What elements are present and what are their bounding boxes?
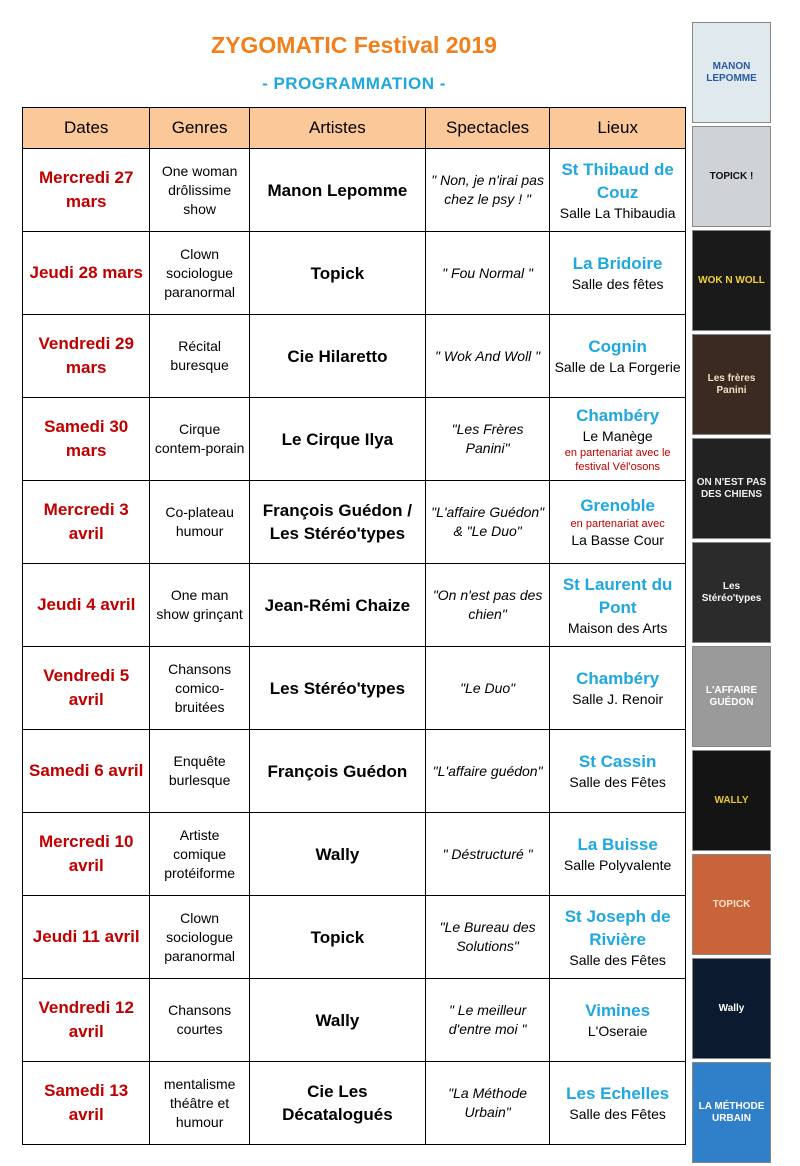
venue-hall: Salle des fêtes <box>571 276 664 292</box>
genre-cell: Chansons courtes <box>150 979 249 1062</box>
date-cell: Samedi 30 mars <box>23 398 150 481</box>
venue-note: en partenariat avec le festival Vél'osons <box>564 447 671 473</box>
poster-thumbnail <box>692 854 771 955</box>
artist-cell: Jean-Rémi Chaize <box>249 564 425 647</box>
genre-cell: Récital buresque <box>150 315 249 398</box>
venue-hall: Maison des Arts <box>567 619 668 636</box>
venue-city: Cognin <box>588 337 647 356</box>
show-cell: "L'affaire Guédon" & "Le Duo" <box>425 481 549 564</box>
table-row <box>23 896 686 979</box>
table-row <box>23 398 686 481</box>
poster-thumbnail <box>692 126 771 227</box>
table-row <box>23 813 686 896</box>
venue-city: La Bridoire <box>572 254 663 273</box>
artist-cell: Topick <box>249 232 425 315</box>
venue-cell <box>550 730 686 813</box>
header-artists: Artistes <box>249 108 425 149</box>
artist-cell: Manon Lepomme <box>249 149 425 232</box>
show-cell: "L'affaire guédon" <box>425 730 549 813</box>
date-cell: Jeudi 11 avril <box>23 896 150 979</box>
header-venues: Lieux <box>550 108 686 149</box>
venue-city: St Thibaud de Couz <box>561 159 674 202</box>
genre-cell: Clown sociologue paranormal <box>150 232 249 315</box>
show-cell: " Non, je n'irai pas chez le psy ! " <box>425 149 549 232</box>
venue-cell <box>550 979 686 1062</box>
genre-cell: Cirque contem-porain <box>150 398 249 481</box>
venue-hall: La Basse Cour <box>571 532 664 548</box>
venue-hall: Le Manège <box>582 428 653 444</box>
poster-thumbnail <box>692 438 771 539</box>
header-shows: Spectacles <box>425 108 549 149</box>
show-cell: "Le Duo" <box>425 647 549 730</box>
venue-cell <box>550 564 686 647</box>
poster-thumbnail <box>692 750 771 851</box>
genre-cell: mentalisme théâtre et humour <box>150 1062 249 1145</box>
poster-title: Les frères Panini <box>707 372 756 396</box>
venue-cell <box>550 315 686 398</box>
venue-hall: Salle J. Renoir <box>572 691 664 707</box>
artist-cell: Topick <box>249 896 425 979</box>
poster-title: TOPICK <box>712 898 751 910</box>
date-cell: Mercredi 3 avril <box>23 481 150 564</box>
venue-city: St Laurent du Pont <box>562 574 673 617</box>
table-row <box>23 564 686 647</box>
venue-hall: Salle des Fêtes <box>569 774 666 790</box>
venue-city: Les Echelles <box>566 1084 670 1103</box>
artist-cell: Cie Hilaretto <box>249 315 425 398</box>
poster-thumbnail <box>692 958 771 1059</box>
page-subtitle: - PROGRAMMATION - <box>262 74 446 93</box>
venue-hall: Salle des Fêtes <box>569 1106 666 1122</box>
date-cell: Vendredi 29 mars <box>23 315 150 398</box>
date-cell: Vendredi 5 avril <box>23 647 150 730</box>
venue-city: St Cassin <box>578 752 657 771</box>
venue-cell <box>550 647 686 730</box>
poster-title: WALLY <box>714 794 749 806</box>
venue-hall: L'Oseraie <box>587 1023 648 1039</box>
genre-cell: Enquête burlesque <box>150 730 249 813</box>
poster-thumbnail <box>692 22 771 123</box>
header-row <box>23 108 686 149</box>
poster-thumbnail <box>692 542 771 643</box>
table-row <box>23 149 686 232</box>
venue-cell <box>550 149 686 232</box>
poster-thumbnail <box>692 1062 771 1163</box>
genre-cell: Clown sociologue paranormal <box>150 896 249 979</box>
table-row <box>23 1062 686 1145</box>
table-row <box>23 979 686 1062</box>
page-title: ZYGOMATIC Festival 2019 <box>211 32 497 58</box>
show-cell: "Le Bureau des Solutions" <box>425 896 549 979</box>
poster-title: Wally <box>718 1002 745 1014</box>
poster-column <box>692 22 771 1166</box>
header-genres: Genres <box>150 108 249 149</box>
table-row <box>23 232 686 315</box>
venue-city: Vimines <box>585 1001 651 1020</box>
date-cell: Mercredi 27 mars <box>23 149 150 232</box>
artist-cell: Les Stéréo'types <box>249 647 425 730</box>
show-cell: " Déstructuré " <box>425 813 549 896</box>
poster-title: L'AFFAIRE GUÉDON <box>705 684 758 708</box>
show-cell: " Le meilleur d'entre moi " <box>425 979 549 1062</box>
table-row <box>23 481 686 564</box>
venue-city: St Joseph de Rivière <box>564 906 671 949</box>
venue-city: Chambéry <box>576 669 660 688</box>
artist-cell: François Guédon / Les Stéréo'types <box>249 481 425 564</box>
venue-cell <box>550 813 686 896</box>
date-cell: Mercredi 10 avril <box>23 813 150 896</box>
poster-thumbnail <box>692 646 771 747</box>
date-cell: Samedi 6 avril <box>23 730 150 813</box>
venue-city: Chambéry <box>576 406 660 425</box>
poster-thumbnail <box>692 334 771 435</box>
venue-hall: Salle La Thibaudia <box>559 204 676 221</box>
artist-cell: Le Cirque Ilya <box>249 398 425 481</box>
table-row <box>23 647 686 730</box>
genre-cell: One man show grinçant <box>150 564 249 647</box>
programme-table <box>22 107 686 1145</box>
show-cell: "On n'est pas des chien" <box>425 564 549 647</box>
venue-cell <box>550 481 686 564</box>
poster-title: MANON LEPOMME <box>706 60 757 84</box>
date-cell: Samedi 13 avril <box>23 1062 150 1145</box>
venue-city: Grenoble <box>580 496 655 515</box>
poster-title: ON N'EST PAS DES CHIENS <box>696 476 767 500</box>
artist-cell: Wally <box>249 979 425 1062</box>
poster-title: Les Stéréo'types <box>701 580 762 604</box>
poster-title: WOK N WOLL <box>698 274 765 286</box>
show-cell: " Fou Normal " <box>425 232 549 315</box>
date-cell: Jeudi 28 mars <box>23 232 150 315</box>
genre-cell: Co-plateau humour <box>150 481 249 564</box>
genre-cell: Artiste comique protéiforme <box>150 813 249 896</box>
venue-cell <box>550 398 686 481</box>
show-cell: "La Méthode Urbain" <box>425 1062 549 1145</box>
genre-cell: Chansons comico-bruitées <box>150 647 249 730</box>
venue-hall: Salle des Fêtes <box>569 951 666 968</box>
venue-cell <box>550 232 686 315</box>
poster-title: TOPICK ! <box>709 170 754 182</box>
venue-note: en partenariat avec <box>570 518 665 530</box>
date-cell: Vendredi 12 avril <box>23 979 150 1062</box>
venue-hall: Salle Polyvalente <box>563 857 672 873</box>
venue-city: La Buisse <box>577 835 658 854</box>
poster-title: LA MÉTHODE URBAIN <box>698 1100 765 1124</box>
show-cell: " Wok And Woll " <box>425 315 549 398</box>
artist-cell: Cie Les Décatalogués <box>249 1062 425 1145</box>
table-row <box>23 315 686 398</box>
venue-cell <box>550 896 686 979</box>
artist-cell: François Guédon <box>249 730 425 813</box>
genre-cell: One woman drôlissime show <box>150 149 249 232</box>
header-dates: Dates <box>23 108 150 149</box>
venue-cell <box>550 1062 686 1145</box>
show-cell: "Les Frères Panini" <box>425 398 549 481</box>
artist-cell: Wally <box>249 813 425 896</box>
date-cell: Jeudi 4 avril <box>23 564 150 647</box>
poster-thumbnail <box>692 230 771 331</box>
table-row <box>23 730 686 813</box>
venue-hall: Salle de La Forgerie <box>554 359 681 375</box>
